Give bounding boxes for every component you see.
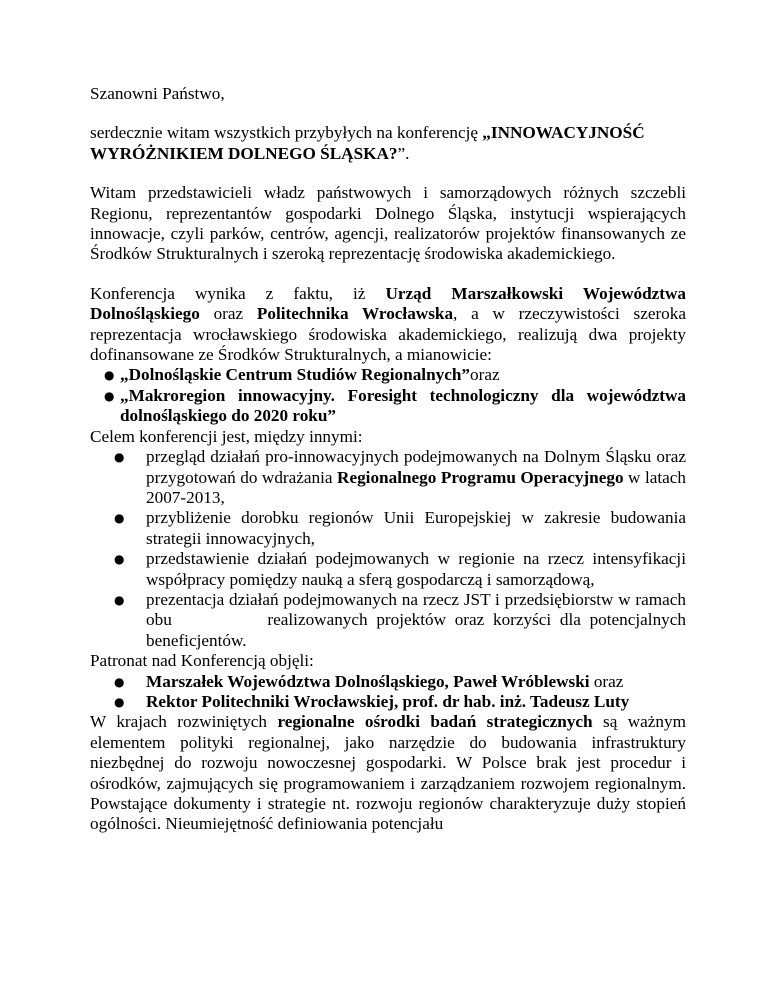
conf-text-2: oraz [199,304,257,324]
bullet-icon: ● [104,368,115,383]
list-item [90,447,686,508]
bullet-icon: ● [104,388,115,403]
project-rest: oraz [470,365,500,385]
conf-bold-urzad: Urząd Marszałkowski Województwa Dolnośląskiego [90,283,686,324]
last-text-1: W krajach rozwiniętych [90,712,278,732]
strategy-paragraph [90,712,686,834]
project-name: „Makroregion innowacyjny. Foresight technologiczny dla województwa dolnośląskiego do 2020 roku” [120,385,686,426]
patron-name: Marszałek Województwa Dolnośląskiego, Paweł Wróblewski [146,671,590,691]
list-item [90,589,691,651]
list-item [90,508,686,549]
list-item [90,672,686,692]
conf-bold-politechnika: Politechnika Wrocławska [256,304,454,324]
conference-title: „INNOWACYJNOŚĆ WYRÓŻNIKIEM DOLNEGO ŚLĄSKA? [90,123,645,163]
welcome-paragraph: Witam przedstawicieli władz państwowych i samorządowych różnych szczebli Regionu, reprezentantów gospodarki Dolnego Śląska, instytucji wspierających innowacje, czyli parków, centrów, agencji, realizatorów projektów finansowanych ze Środków Strukturalnych i szeroką reprezentację środowiska akademickiego. [90,183,686,264]
patron-name: Rektor Politechniki Wrocławskiej, prof. dr hab. inż. Tadeusz Luty [146,691,630,711]
bullet-icon: ● [114,450,125,465]
last-text-2: są ważnym elementem polityki regionalnej, jako narzędzie do budowania infrastruktury niezbędnej do rozwoju nowoczesnej gospodarki. W Polsce brak jest procedur i ośrodków, zajmujących się programowaniem i zarządzaniem rozwojem regionalnym. Powstające dokumenty i strategie nt. rozwoju regionów charakteryzuje duży stopień ogólności. Nieumiejętność definiowania potencjału [90,712,686,834]
last-bold: regionalne ośrodki badań strategicznych [277,712,593,732]
intro-paragraph [90,123,686,164]
goal-text-end: w latach 2007-2013, [146,467,686,507]
intro-text: serdecznie witam wszystkich przybyłych na konferencję [90,123,483,143]
bullet-icon: ● [114,694,125,709]
goal-text: przybliżenie dorobku regionów Unii Europejskiej w zakresie budowania strategii innowacyjnych, [146,508,686,548]
conference-paragraph [90,284,686,366]
goal-text: przegląd działań pro-innowacyjnych podejmowanych na Dolnym Śląsku oraz przygotowań do wdrażania [146,447,686,487]
patrons-list [90,672,686,713]
list-item [90,692,686,712]
goal-text: prezentacja działań podejmowanych na rzecz JST i przedsiębiorstw w ramach obu realizowanych projektów oraz korzyści dla potencjalnych beneficjentów. [146,589,691,650]
bullet-icon: ● [114,592,125,607]
bullet-icon: ● [114,674,125,689]
conf-text-3: , a w rzeczywistości szeroka reprezentacja wrocławskiego środowiska akademickiego, realizują dwa projekty dofinansowane ze Środków Strukturalnych, a mianowicie: [90,304,686,365]
projects-list [90,365,686,426]
patron-intro: Patronat nad Konferencją objęli: [90,651,314,671]
list-item [90,365,686,385]
project-name: „Dolnośląskie Centrum Studiów Regionalnych” [120,365,471,385]
list-item [90,386,686,427]
bullet-icon: ● [114,552,125,567]
list-item [90,549,686,590]
greeting: Szanowni Państwo, [90,84,225,103]
conf-text-1: Konferencja wynika z faktu, iż [90,283,386,303]
goals-list [90,447,691,651]
patron-rest: oraz [589,671,624,691]
bullet-icon: ● [114,511,125,526]
goals-intro: Celem konferencji jest, między innymi: [90,426,363,446]
goal-bold: Regionalnego Programu Operacyjnego [337,467,624,487]
goal-text: przedstawienie działań podejmowanych w regionie na rzecz intensyfikacji współpracy pomiędzy nauką a sferą gospodarczą i samorządową, [146,549,686,589]
intro-end: ”. [397,143,410,163]
